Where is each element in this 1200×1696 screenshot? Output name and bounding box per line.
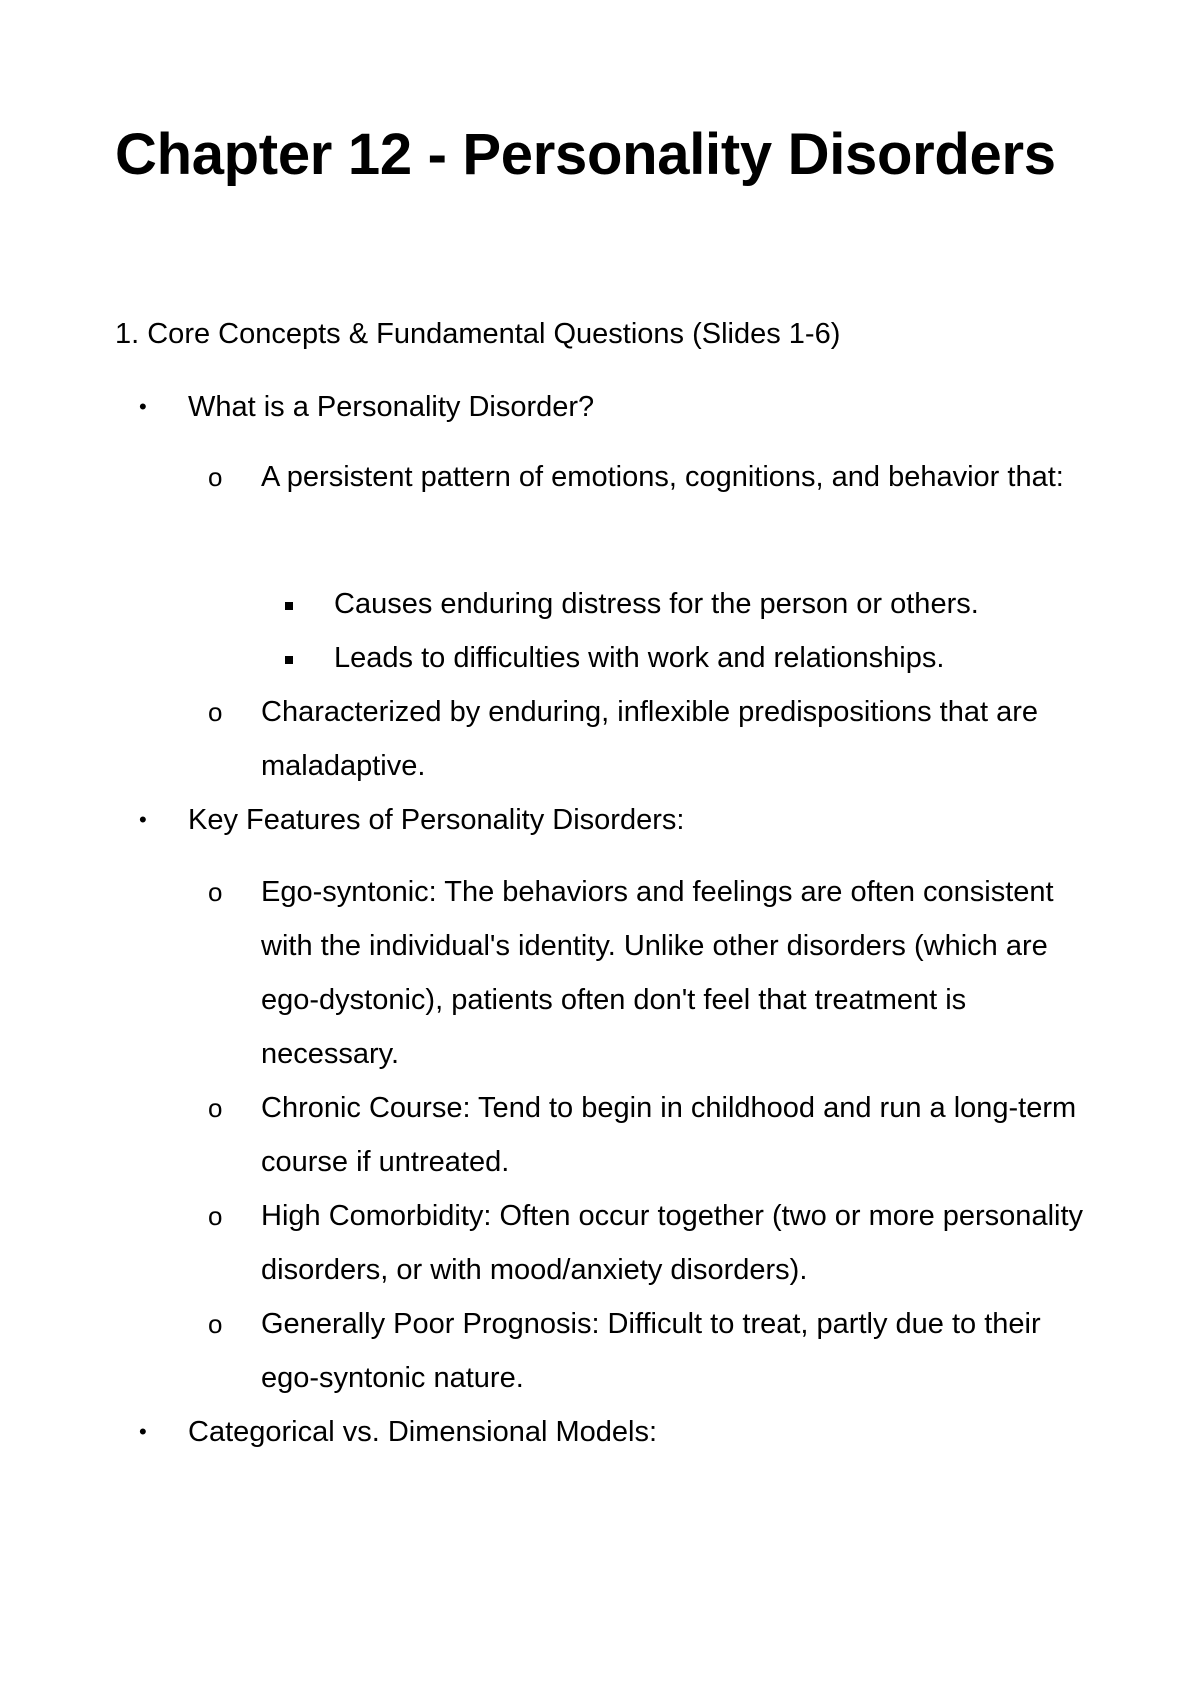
bullet-circle-icon: o xyxy=(208,1309,223,1339)
list-item-poor-prognosis: Generally Poor Prognosis: Difficult to treat, partly due to their ego-syntonic nature. xyxy=(261,1308,1041,1394)
page-title: Chapter 12 - Personality Disorders xyxy=(115,122,1056,187)
section-heading: 1. Core Concepts & Fundamental Questions (Slides 1-6) xyxy=(115,318,841,350)
bullet-square-icon xyxy=(285,656,293,664)
bullet-circle-icon: o xyxy=(208,1201,223,1231)
bullet-circle-icon: o xyxy=(208,462,223,492)
list-item-key-features: Key Features of Personality Disorders: xyxy=(188,804,685,836)
bullet-dot-icon: • xyxy=(139,1419,147,1444)
list-item-chronic-course: Chronic Course: Tend to begin in childhood and run a long-term course if untreated. xyxy=(261,1092,1077,1178)
list-item-what-is: What is a Personality Disorder? xyxy=(188,391,595,423)
list-item-high-comorbidity: High Comorbidity: Often occur together (two or more personality disorders, or with mood/anxiety disorders). xyxy=(261,1200,1084,1286)
bullet-circle-icon: o xyxy=(208,697,223,727)
bullet-circle-icon: o xyxy=(208,877,223,907)
list-item-causes-distress: Causes enduring distress for the person or others. xyxy=(334,588,979,620)
bullet-dot-icon: • xyxy=(139,807,147,832)
list-item-characterized: Characterized by enduring, inflexible predispositions that are maladaptive. xyxy=(261,696,1038,782)
bullet-square-icon xyxy=(285,602,293,610)
list-item-ego-syntonic: Ego-syntonic: The behaviors and feelings are often consistent with the individual's identity. Unlike other disorders (which are ego-dystonic), patients often don't feel that treatment is necessary. xyxy=(261,876,1054,1070)
list-item-categorical-vs: Categorical vs. Dimensional Models: xyxy=(188,1416,658,1448)
list-item-persistent-pattern: A persistent pattern of emotions, cognitions, and behavior that: xyxy=(261,461,1064,493)
list-item-leads-difficulties: Leads to difficulties with work and relationships. xyxy=(334,642,945,674)
bullet-circle-icon: o xyxy=(208,1093,223,1123)
bullet-dot-icon: • xyxy=(139,394,147,419)
